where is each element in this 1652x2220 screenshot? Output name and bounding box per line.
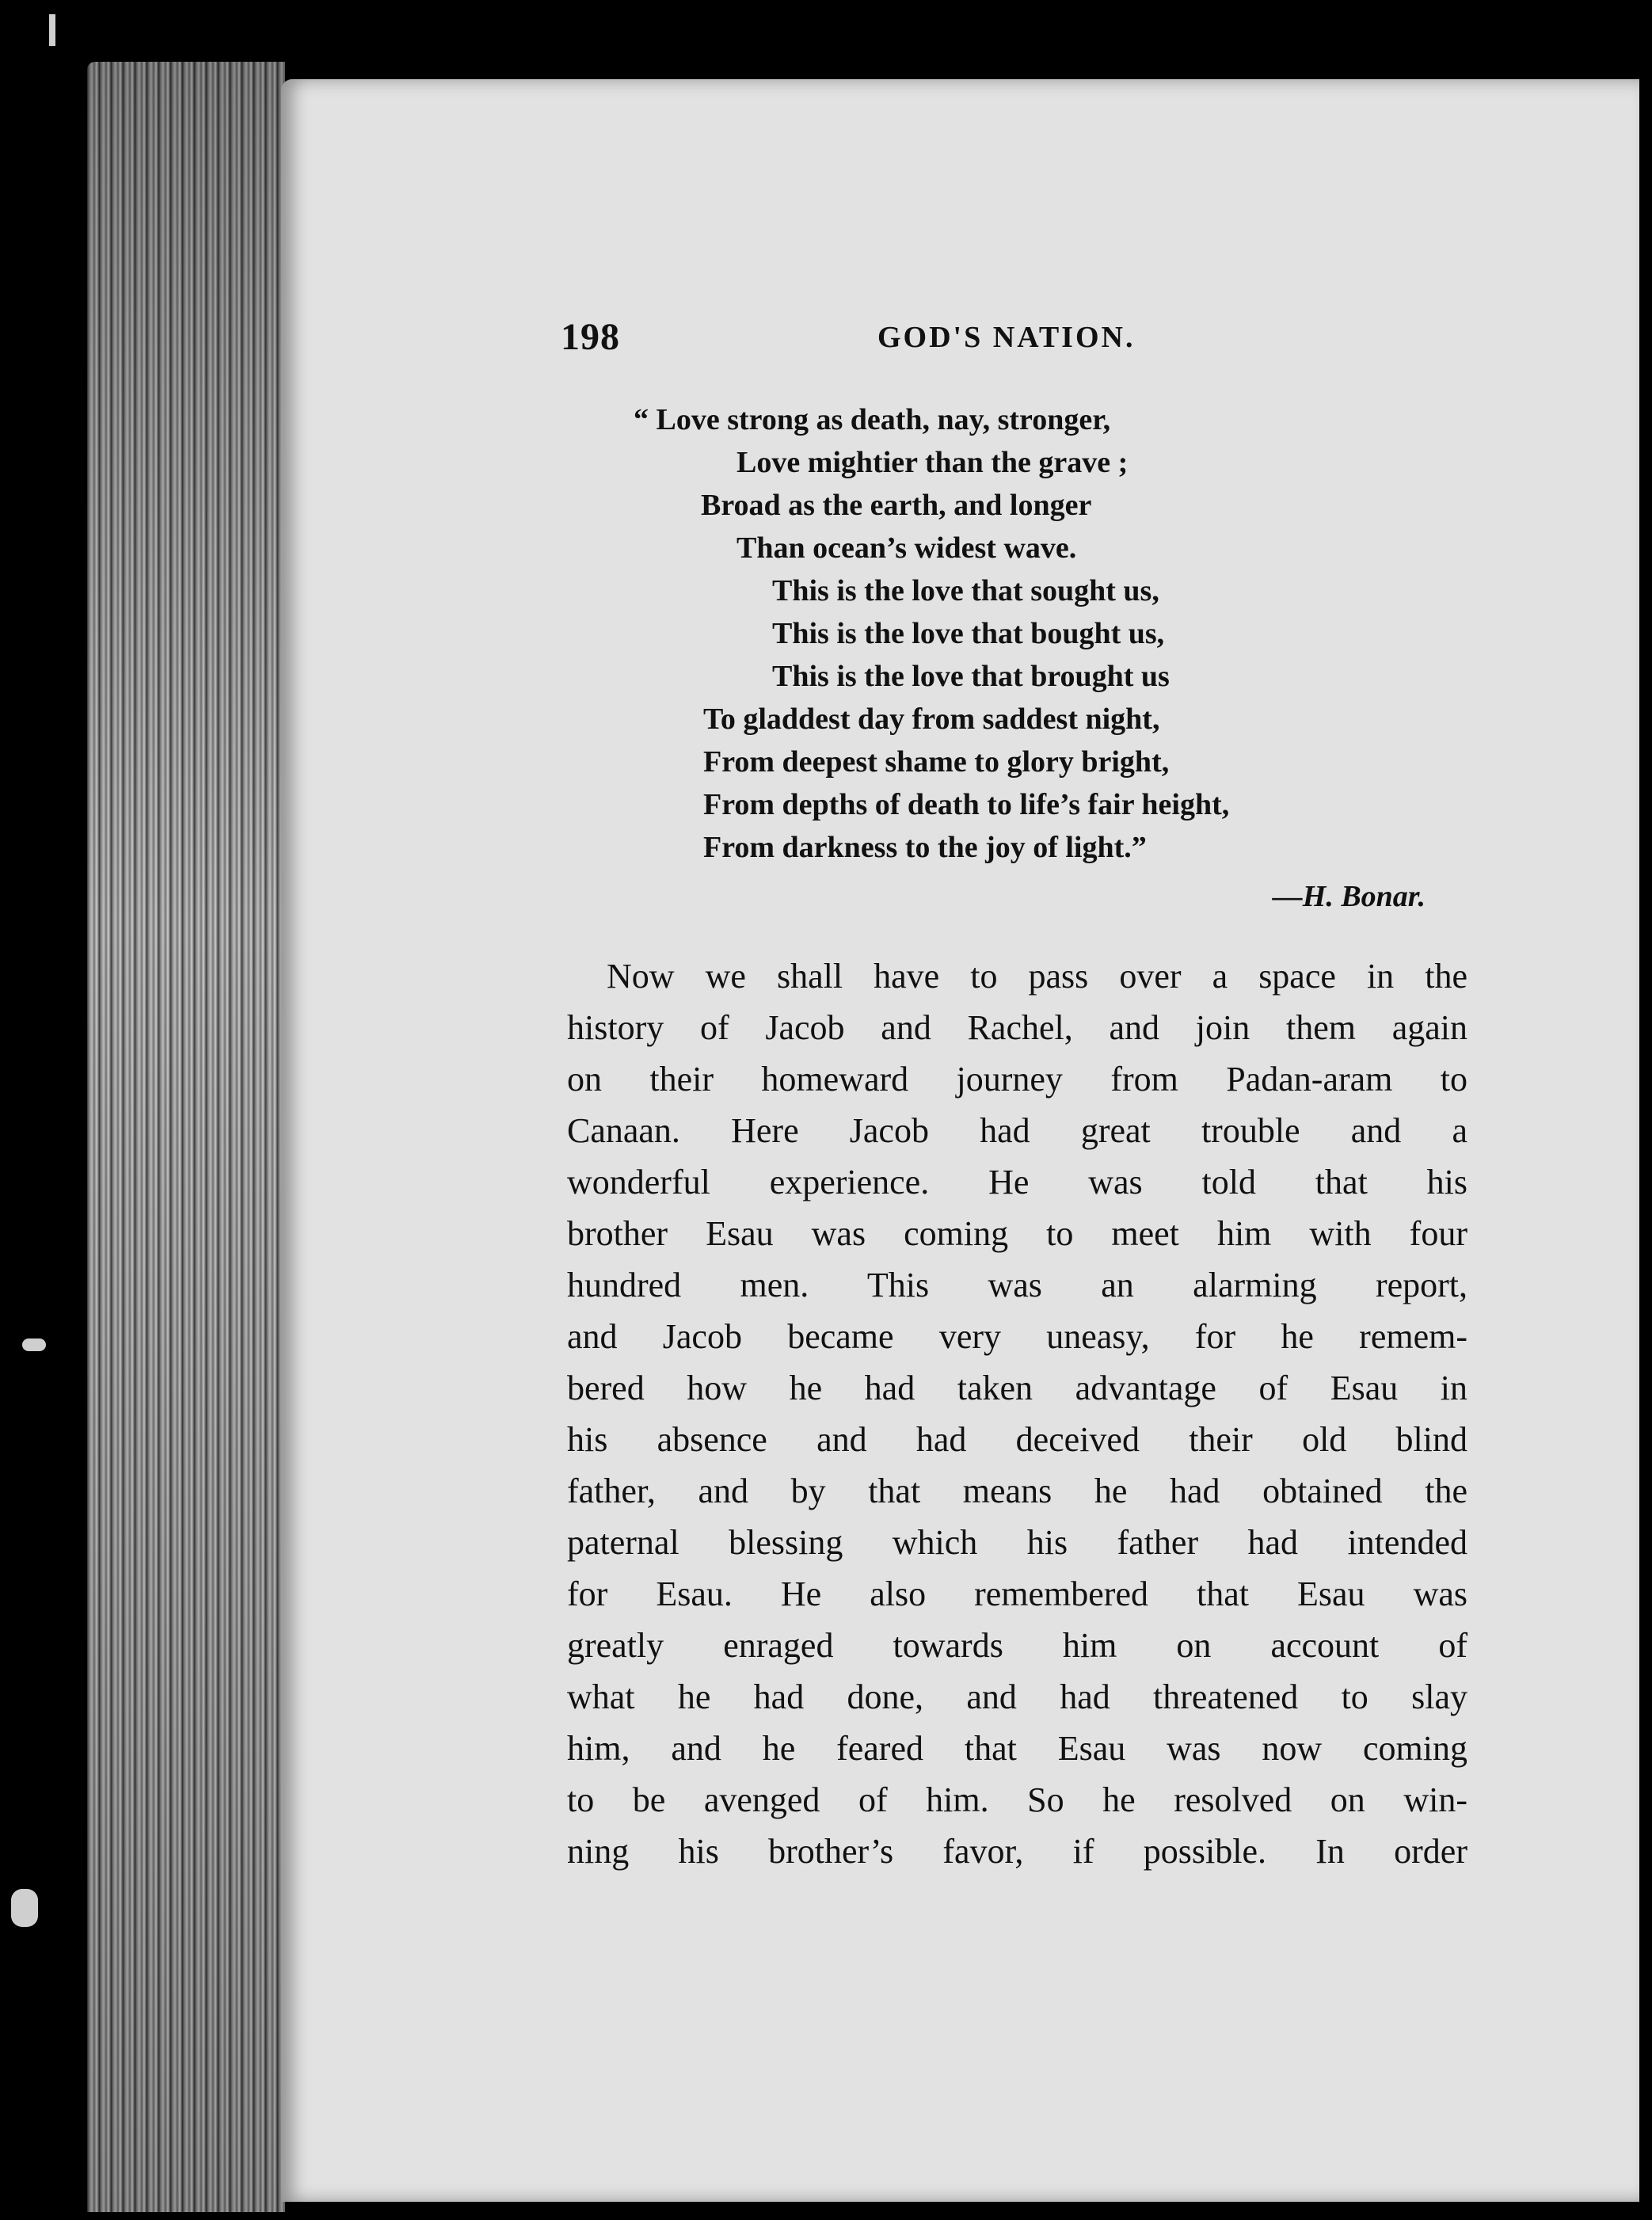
body-line: greatly enraged towards him on account of [567, 1626, 1467, 1665]
poem-line: From deepest shame to glory bright, [703, 745, 1170, 779]
page-edges [87, 62, 285, 2212]
scan-mark [22, 1338, 46, 1351]
poem-attribution: —H. Bonar. [1272, 880, 1426, 913]
body-line: Canaan. Here Jacob had great trouble and a [567, 1111, 1467, 1150]
poem-line: To gladdest day from saddest night, [703, 703, 1160, 736]
poem-line: From depths of death to life’s fair height, [703, 788, 1230, 821]
body-line: him, and he feared that Esau was now coming [567, 1729, 1467, 1768]
body-line: ning his brother’s favor, if possible. In order [567, 1832, 1467, 1871]
poem-line: This is the love that brought us [772, 660, 1170, 693]
poem-line: “ Love strong as death, nay, stronger, [634, 403, 1111, 436]
poem-line: From darkness to the joy of light.” [703, 831, 1147, 864]
poem-line: Than ocean’s widest wave. [737, 531, 1077, 565]
body-line: father, and by that means he had obtained the [567, 1472, 1467, 1510]
body-line: brother Esau was coming to meet him with four [567, 1214, 1467, 1253]
running-head: GOD'S NATION. [877, 321, 1136, 354]
body-line: wonderful experience. He was told that his [567, 1163, 1467, 1201]
poem-line: This is the love that sought us, [772, 574, 1159, 607]
poem-block [634, 398, 1449, 869]
poem-line: This is the love that bought us, [772, 617, 1165, 650]
poem-line: Broad as the earth, and longer [701, 489, 1092, 522]
poem-line: Love mightier than the grave ; [737, 446, 1129, 479]
page-number: 198 [561, 316, 620, 358]
body-line: for Esau. He also remembered that Esau was [567, 1575, 1467, 1613]
body-line: to be avenged of him. So he resolved on win- [567, 1780, 1467, 1819]
body-line: hundred men. This was an alarming report, [567, 1266, 1467, 1304]
page-header [561, 315, 1432, 363]
scan-mark [49, 14, 55, 46]
scan-mark [11, 1889, 38, 1927]
body-line: what he had done, and had threatened to slay [567, 1677, 1467, 1716]
body-line: and Jacob became very uneasy, for he remem- [567, 1317, 1467, 1356]
body-line: on their homeward journey from Padan-aram to [567, 1060, 1467, 1099]
body-line: bered how he had taken advantage of Esau in [567, 1369, 1467, 1407]
body-line: his absence and had deceived their old blind [567, 1420, 1467, 1459]
body-paragraph [567, 950, 1467, 1877]
body-line: paternal blessing which his father had intended [567, 1523, 1467, 1562]
body-line: Now we shall have to pass over a space in the [607, 957, 1467, 996]
body-line: history of Jacob and Rachel, and join them again [567, 1008, 1467, 1047]
